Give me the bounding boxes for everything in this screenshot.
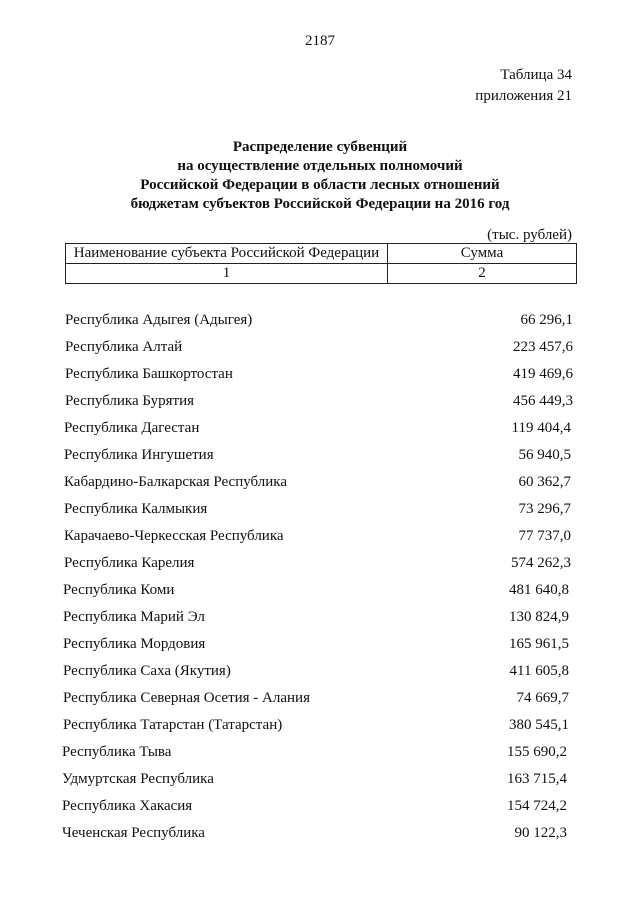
table-row xyxy=(64,528,572,548)
header-sum-column-number: 2 xyxy=(388,264,577,284)
title-line-3: Российской Федерации в области лесных отношений xyxy=(140,177,500,193)
title-line-1: Распределение субвенций xyxy=(232,139,408,155)
subject-name: Республика Адыгея (Адыгея) xyxy=(65,312,253,328)
subject-name: Республика Татарстан (Татарстан) xyxy=(63,717,283,733)
table-row xyxy=(63,582,571,602)
subject-name: Республика Хакасия xyxy=(62,798,193,814)
table-row xyxy=(63,609,571,629)
document-title xyxy=(0,138,640,214)
subject-name: Республика Саха (Якутия) xyxy=(63,663,231,679)
table-row xyxy=(63,690,571,710)
table-row xyxy=(62,825,570,845)
header-row-numbers xyxy=(66,264,577,284)
subsidy-amount: 154 724,2 xyxy=(507,798,567,814)
title-line-4: бюджетам субъектов Российской Федерации на 2016 год xyxy=(130,196,510,212)
table-row xyxy=(62,771,570,791)
table-reference-line-2: приложения 21 xyxy=(475,88,572,104)
table-row xyxy=(64,420,572,440)
subsidy-amount: 77 737,0 xyxy=(518,528,571,544)
subsidy-amount: 456 449,3 xyxy=(513,393,573,409)
subject-name: Республика Коми xyxy=(63,582,175,598)
header-name-column-number: 1 xyxy=(66,264,388,284)
subsidy-amount: 73 296,7 xyxy=(518,501,571,517)
subsidy-amount: 60 362,7 xyxy=(518,474,571,490)
subsidy-amount: 163 715,4 xyxy=(507,771,567,787)
subsidy-amount: 119 404,4 xyxy=(511,420,571,436)
subject-name: Республика Башкортостан xyxy=(65,366,233,382)
table-row xyxy=(63,636,571,656)
subject-name: Республика Дагестан xyxy=(64,420,200,436)
table-row xyxy=(64,447,572,467)
subject-name: Республика Алтай xyxy=(65,339,183,355)
subsidy-amount: 380 545,1 xyxy=(509,717,569,733)
subject-name: Чеченская Республика xyxy=(62,825,205,841)
table-row xyxy=(65,366,573,386)
subsidy-amount: 411 605,8 xyxy=(509,663,569,679)
subsidy-amount: 165 961,5 xyxy=(509,636,569,652)
table-row xyxy=(65,393,573,413)
table-row xyxy=(63,663,571,683)
subsidy-amount: 130 824,9 xyxy=(509,609,569,625)
subject-name: Республика Мордовия xyxy=(63,636,206,652)
table-reference-line-1: Таблица 34 xyxy=(500,67,572,83)
table-row xyxy=(65,339,573,359)
unit-note: (тыс. рублей) xyxy=(487,227,572,243)
header-sum-column: Сумма xyxy=(388,244,577,264)
subsidy-amount: 90 122,3 xyxy=(514,825,567,841)
subsidy-amount: 419 469,6 xyxy=(513,366,573,382)
subsidy-amount: 481 640,8 xyxy=(509,582,569,598)
header-name-column: Наименование субъекта Российской Федерации xyxy=(66,244,388,264)
subsidy-amount: 56 940,5 xyxy=(518,447,571,463)
subject-name: Республика Северная Осетия - Алания xyxy=(63,690,310,706)
subject-name: Республика Карелия xyxy=(64,555,195,571)
table-row xyxy=(62,744,570,764)
table-header xyxy=(65,243,577,284)
table-row xyxy=(63,717,571,737)
title-line-2: на осуществление отдельных полномочий xyxy=(177,158,463,174)
subsidy-amount: 155 690,2 xyxy=(507,744,567,760)
table-row xyxy=(62,798,570,818)
table-row xyxy=(64,501,572,521)
subsidy-amount: 223 457,6 xyxy=(513,339,573,355)
table-row xyxy=(65,312,573,332)
subject-name: Республика Тыва xyxy=(62,744,172,760)
subject-name: Кабардино-Балкарская Республика xyxy=(64,474,288,490)
subject-name: Республика Бурятия xyxy=(65,393,195,409)
table-row xyxy=(64,555,572,575)
subject-name: Республика Марий Эл xyxy=(63,609,205,625)
table-reference xyxy=(475,65,572,107)
subsidy-amount: 74 669,7 xyxy=(516,690,569,706)
header-row-labels xyxy=(66,244,577,264)
subject-name: Республика Калмыкия xyxy=(64,501,208,517)
subject-name: Республика Ингушетия xyxy=(64,447,214,463)
page-number: 2187 xyxy=(305,33,335,49)
subsidy-amount: 66 296,1 xyxy=(520,312,573,328)
subject-name: Карачаево-Черкесская Республика xyxy=(64,528,284,544)
subsidy-amount: 574 262,3 xyxy=(511,555,571,571)
subject-name: Удмуртская Республика xyxy=(62,771,214,787)
table-row xyxy=(64,474,572,494)
